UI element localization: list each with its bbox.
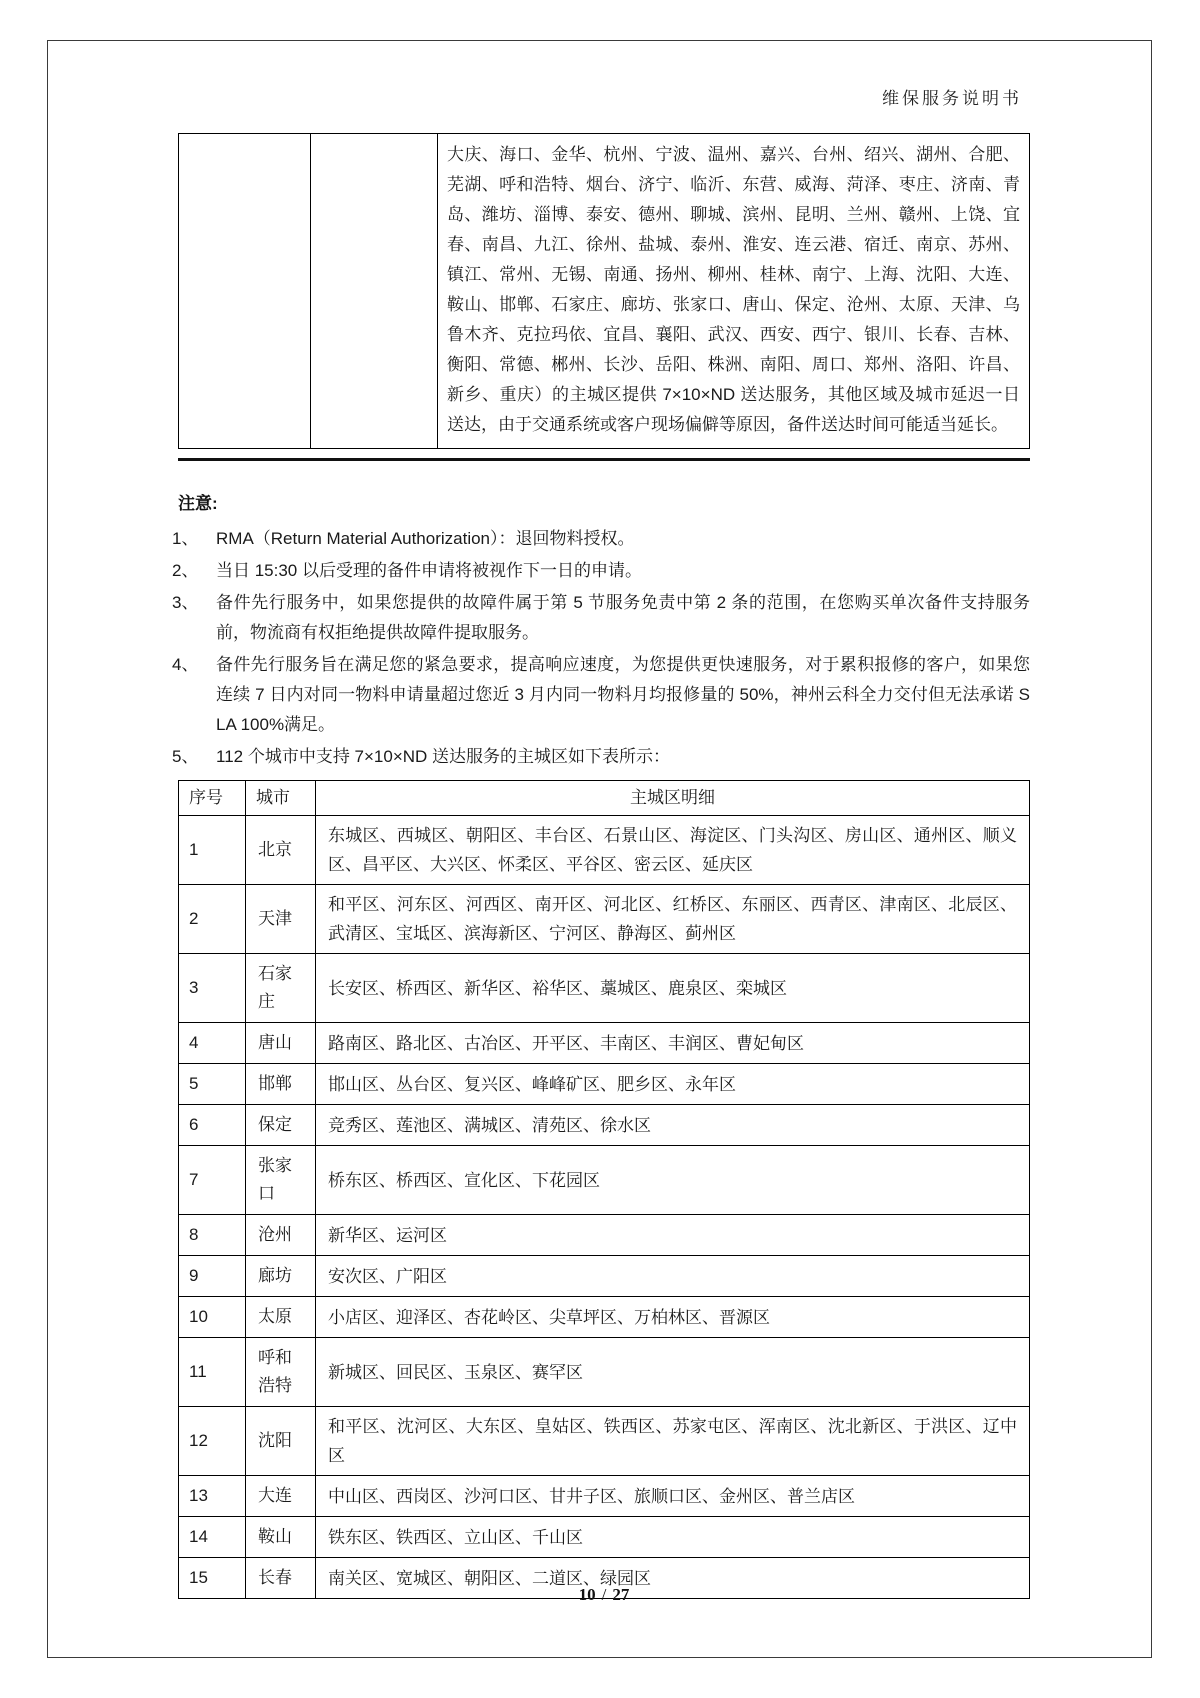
row-districts-cell: 中山区、西岗区、沙河口区、甘井子区、旅顺口区、金州区、普兰店区 [316,1476,1030,1517]
table-row [179,1023,1030,1064]
row-city-cell: 沈阳 [246,1407,316,1476]
row-number-cell: 12 [179,1407,246,1476]
table-row [179,954,1030,1023]
row-districts-cell: 安次区、广阳区 [316,1256,1030,1297]
note-item-text: RMA（Return Material Authorization）：退回物料授权。 [216,529,635,548]
page-number-separator: / [601,1585,607,1604]
row-districts-cell: 新华区、运河区 [316,1215,1030,1256]
row-districts-cell: 桥东区、桥西区、宣化区、下花园区 [316,1146,1030,1215]
city-table-header-no: 序号 [179,781,246,816]
table-row [179,885,1030,954]
row-number-cell: 15 [179,1558,246,1599]
row-city-cell: 邯郸 [246,1064,316,1105]
row-districts-cell: 邯山区、丛台区、复兴区、峰峰矿区、肥乡区、永年区 [316,1064,1030,1105]
row-number-cell: 13 [179,1476,246,1517]
city-table-header-row [179,781,1030,816]
table-row [179,1476,1030,1517]
row-number-cell: 5 [179,1064,246,1105]
note-item [172,588,1030,648]
table-row [179,1297,1030,1338]
document-header-title: 维保服务说明书 [882,89,1022,108]
continuation-cell-empty-1 [179,134,311,449]
row-city-cell: 太原 [246,1297,316,1338]
page-number-total: 27 [612,1585,630,1604]
city-table-body [179,816,1030,1599]
note-item-text: 备件先行服务旨在满足您的紧急要求，提高响应速度，为您提供更快速服务，对于累积报修的客户，如果您连续 7 日内对同一物料申请量超过您近 3 月内同一物料月均报修量的 50%，神州云科全力交付但无法承诺 SLA 100%满足。 [216,655,1030,734]
row-number-cell: 14 [179,1517,246,1558]
row-city-cell: 天津 [246,885,316,954]
table-row [179,1407,1030,1476]
row-districts-cell: 和平区、沈河区、大东区、皇姑区、铁西区、苏家屯区、浑南区、沈北新区、于洪区、辽中区 [316,1407,1030,1476]
note-item-text: 当日 15:30 以后受理的备件申请将被视作下一日的申请。 [216,561,642,580]
note-item [172,556,1030,586]
note-item-number: 4、 [172,655,199,674]
note-item-number: 3、 [172,593,199,612]
note-item-number: 1、 [172,529,199,548]
row-city-cell: 大连 [246,1476,316,1517]
note-item [172,650,1030,740]
row-districts-cell: 南关区、宽城区、朝阳区、二道区、绿园区 [316,1558,1030,1599]
notes-list [172,524,1030,772]
note-item-text: 112 个城市中支持 7×10×ND 送达服务的主城区如下表所示： [216,747,671,766]
note-item-text: 备件先行服务中，如果您提供的故障件属于第 5 节服务免责中第 2 条的范围，在您购买单次备件支持服务前，物流商有权拒绝提供故障件提取服务。 [216,593,1030,642]
row-number-cell: 3 [179,954,246,1023]
row-districts-cell: 长安区、桥西区、新华区、裕华区、藁城区、鹿泉区、栾城区 [316,954,1030,1023]
table-row [179,1256,1030,1297]
city-table-header-districts: 主城区明细 [316,781,1030,816]
city-table-header-city: 城市 [246,781,316,816]
row-districts-cell: 路南区、路北区、古冶区、开平区、丰南区、丰润区、曹妃甸区 [316,1023,1030,1064]
row-city-cell: 保定 [246,1105,316,1146]
row-number-cell: 1 [179,816,246,885]
row-districts-cell: 铁东区、铁西区、立山区、千山区 [316,1517,1030,1558]
row-districts-cell: 东城区、西城区、朝阳区、丰台区、石景山区、海淀区、门头沟区、房山区、通州区、顺义区、昌平区、大兴区、怀柔区、平谷区、密云区、延庆区 [316,816,1030,885]
table-row [179,1105,1030,1146]
row-number-cell: 6 [179,1105,246,1146]
note-item [172,742,1030,772]
row-city-cell: 北京 [246,816,316,885]
note-item-number: 2、 [172,561,199,580]
continuation-cell-empty-2 [311,134,438,449]
row-number-cell: 7 [179,1146,246,1215]
notes-heading: 注意: [178,494,218,513]
row-number-cell: 11 [179,1338,246,1407]
row-city-cell: 石家庄 [246,954,316,1023]
table-row [179,816,1030,885]
row-city-cell: 廊坊 [246,1256,316,1297]
page-number-current: 10 [578,1585,596,1604]
row-city-cell: 鞍山 [246,1517,316,1558]
row-districts-cell: 小店区、迎泽区、杏花岭区、尖草坪区、万柏林区、晋源区 [316,1297,1030,1338]
row-number-cell: 10 [179,1297,246,1338]
row-city-cell: 唐山 [246,1023,316,1064]
row-number-cell: 8 [179,1215,246,1256]
row-districts-cell: 新城区、回民区、玉泉区、赛罕区 [316,1338,1030,1407]
table-row [179,1338,1030,1407]
row-city-cell: 沧州 [246,1215,316,1256]
note-item [172,524,1030,554]
city-table [178,780,1030,1599]
row-number-cell: 4 [179,1023,246,1064]
row-number-cell: 9 [179,1256,246,1297]
row-city-cell: 长春 [246,1558,316,1599]
table-row [179,1064,1030,1105]
page-content [172,133,1030,1599]
continuation-cell-city-list: 大庆、海口、金华、杭州、宁波、温州、嘉兴、台州、绍兴、湖州、合肥、芜湖、呼和浩特、烟台、济宁、临沂、东营、威海、菏泽、枣庄、济南、青岛、潍坊、淄博、泰安、德州、聊城、滨州、昆明、兰州、赣州、上饶、宜春、南昌、九江、徐州、盐城、泰州、淮安、连云港、宿迁、南京、苏州、镇江、常州、无锡、南通、扬州、柳州、桂林、南宁、上海、沈阳、大连、鞍山、邯郸、石家庄、廊坊、张家口、唐山、保定、沧州、太原、天津、乌鲁木齐、克拉玛依、宜昌、襄阳、武汉、西安、西宁、银川、长春、吉林、衡阳、常德、郴州、长沙、岳阳、株洲、南阳、周口、郑州、洛阳、许昌、新乡、重庆）的主城区提供 7×10×ND 送达服务，其他区域及城市延迟一日送达，由于交通系统或客户现场偏僻等原因，备件送达时间可能适当延长。 [438,134,1030,449]
row-city-cell: 呼和浩特 [246,1338,316,1407]
table-row [179,1146,1030,1215]
page-number [178,1585,1030,1605]
continuation-table [178,133,1030,449]
note-item-number: 5、 [172,747,199,766]
row-number-cell: 2 [179,885,246,954]
table-row [179,1215,1030,1256]
table-row [179,1517,1030,1558]
continuation-table-row [179,134,1030,449]
row-districts-cell: 和平区、河东区、河西区、南开区、河北区、红桥区、东丽区、西青区、津南区、北辰区、武清区、宝坻区、滨海新区、宁河区、静海区、蓟州区 [316,885,1030,954]
row-districts-cell: 竞秀区、莲池区、满城区、清苑区、徐水区 [316,1105,1030,1146]
row-city-cell: 张家口 [246,1146,316,1215]
section-divider-rule [178,458,1030,461]
